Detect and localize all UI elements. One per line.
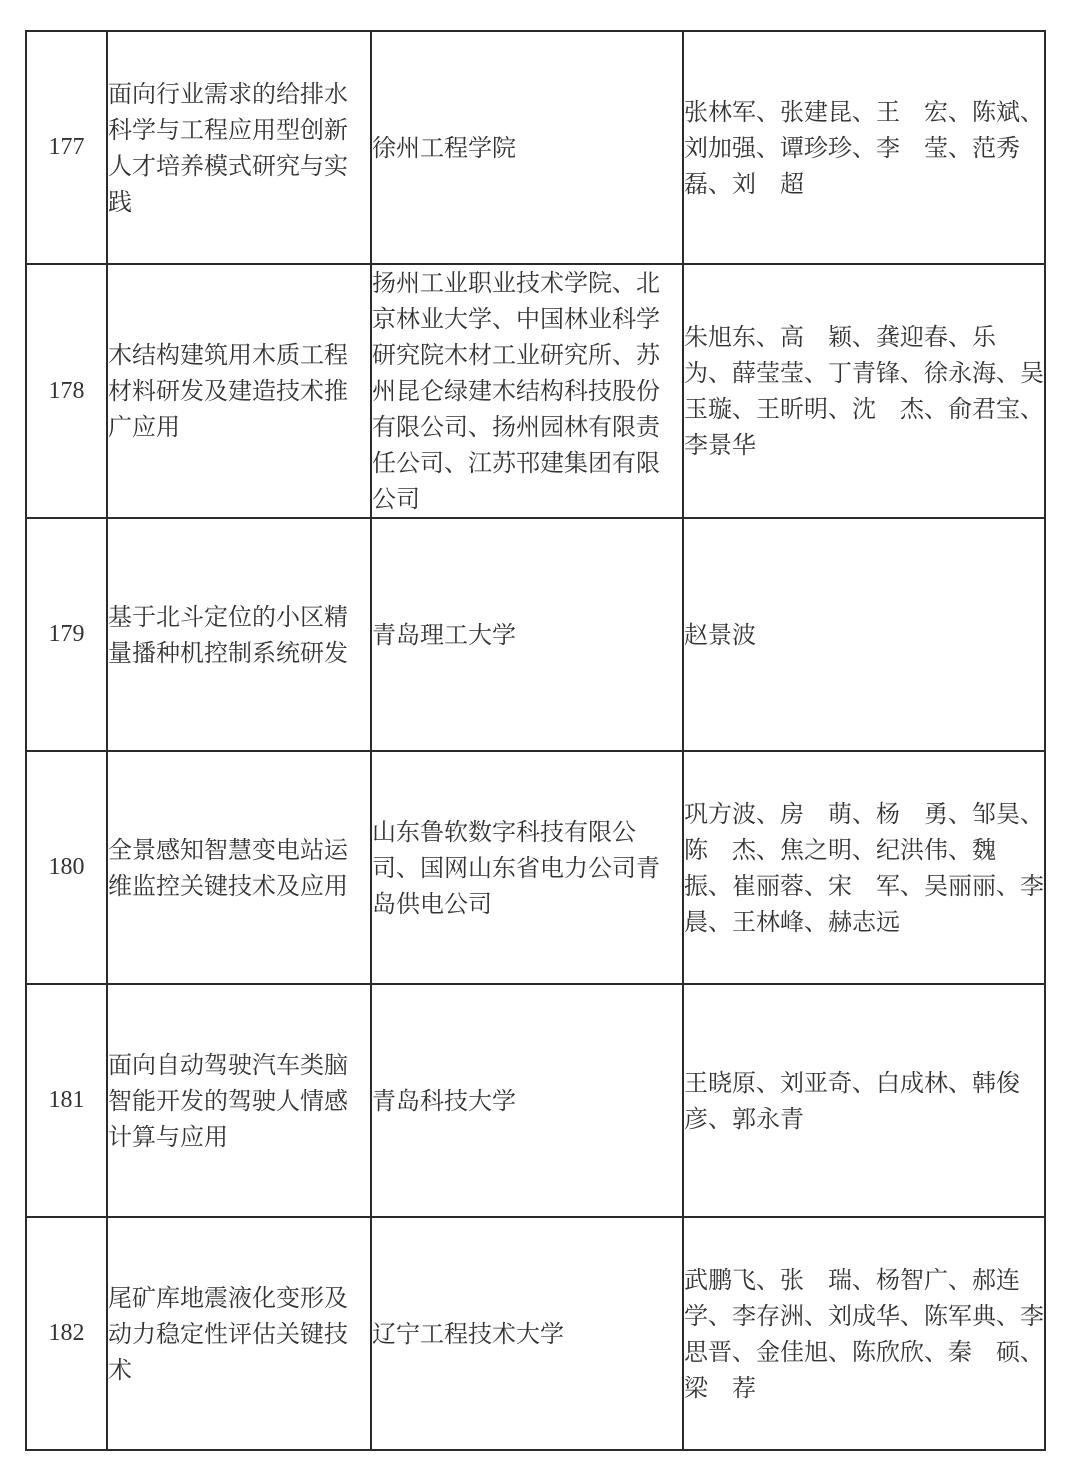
project-title: 面向行业需求的给排水科学与工程应用型创新人才培养模式研究与实践 xyxy=(107,31,371,264)
completing-people: 赵景波 xyxy=(683,518,1045,751)
completing-people: 张林军、张建昆、王 宏、陈斌、刘加强、谭珍珍、李 莹、范秀磊、刘 超 xyxy=(683,31,1045,264)
completing-people: 巩方波、房 萌、杨 勇、邹昊、陈 杰、焦之明、纪洪伟、魏 振、崔丽蓉、宋 军、吴丽丽、李 晨、王林峰、赫志远 xyxy=(683,751,1045,984)
completing-people: 武鹏飞、张 瑞、杨智广、郝连学、李存洲、刘成华、陈军典、李思晋、金佳旭、陈欣欣、秦 硕、梁 荐 xyxy=(683,1217,1045,1450)
project-title: 尾矿库地震液化变形及动力稳定性评估关键技术 xyxy=(107,1217,371,1450)
project-title: 木结构建筑用木质工程材料研发及建造技术推广应用 xyxy=(107,264,371,518)
row-number: 182 xyxy=(26,1217,107,1450)
completing-unit: 青岛理工大学 xyxy=(371,518,683,751)
row-number: 179 xyxy=(26,518,107,751)
completing-people: 朱旭东、高 颖、龚迎春、乐 为、薛莹莹、丁青锋、徐永海、吴玉璇、王昕明、沈 杰、俞君宝、李景华 xyxy=(683,264,1045,518)
award-table xyxy=(25,30,1068,1451)
completing-unit: 青岛科技大学 xyxy=(371,984,683,1217)
table-row xyxy=(26,518,1045,751)
project-title: 全景感知智慧变电站运维监控关键技术及应用 xyxy=(107,751,371,984)
row-number: 180 xyxy=(26,751,107,984)
completing-unit: 山东鲁软数字科技有限公司、国网山东省电力公司青岛供电公司 xyxy=(371,751,683,984)
project-title: 面向自动驾驶汽车类脑智能开发的驾驶人情感计算与应用 xyxy=(107,984,371,1217)
project-title: 基于北斗定位的小区精量播种机控制系统研发 xyxy=(107,518,371,751)
table-row xyxy=(26,751,1045,984)
table-row xyxy=(26,264,1045,518)
table-row xyxy=(26,1217,1045,1450)
completing-unit: 辽宁工程技术大学 xyxy=(371,1217,683,1450)
table-row xyxy=(26,984,1045,1217)
completing-unit: 扬州工业职业技术学院、北京林业大学、中国林业科学研究院木材工业研究所、苏州昆仑绿建木结构科技股份有限公司、扬州园林有限责任公司、江苏邗建集团有限公司 xyxy=(371,264,683,518)
row-number: 178 xyxy=(26,264,107,518)
row-number: 181 xyxy=(26,984,107,1217)
table-row xyxy=(26,31,1045,264)
row-number: 177 xyxy=(26,31,107,264)
completing-unit: 徐州工程学院 xyxy=(371,31,683,264)
completing-people: 王晓原、刘亚奇、白成林、韩俊彦、郭永青 xyxy=(683,984,1045,1217)
